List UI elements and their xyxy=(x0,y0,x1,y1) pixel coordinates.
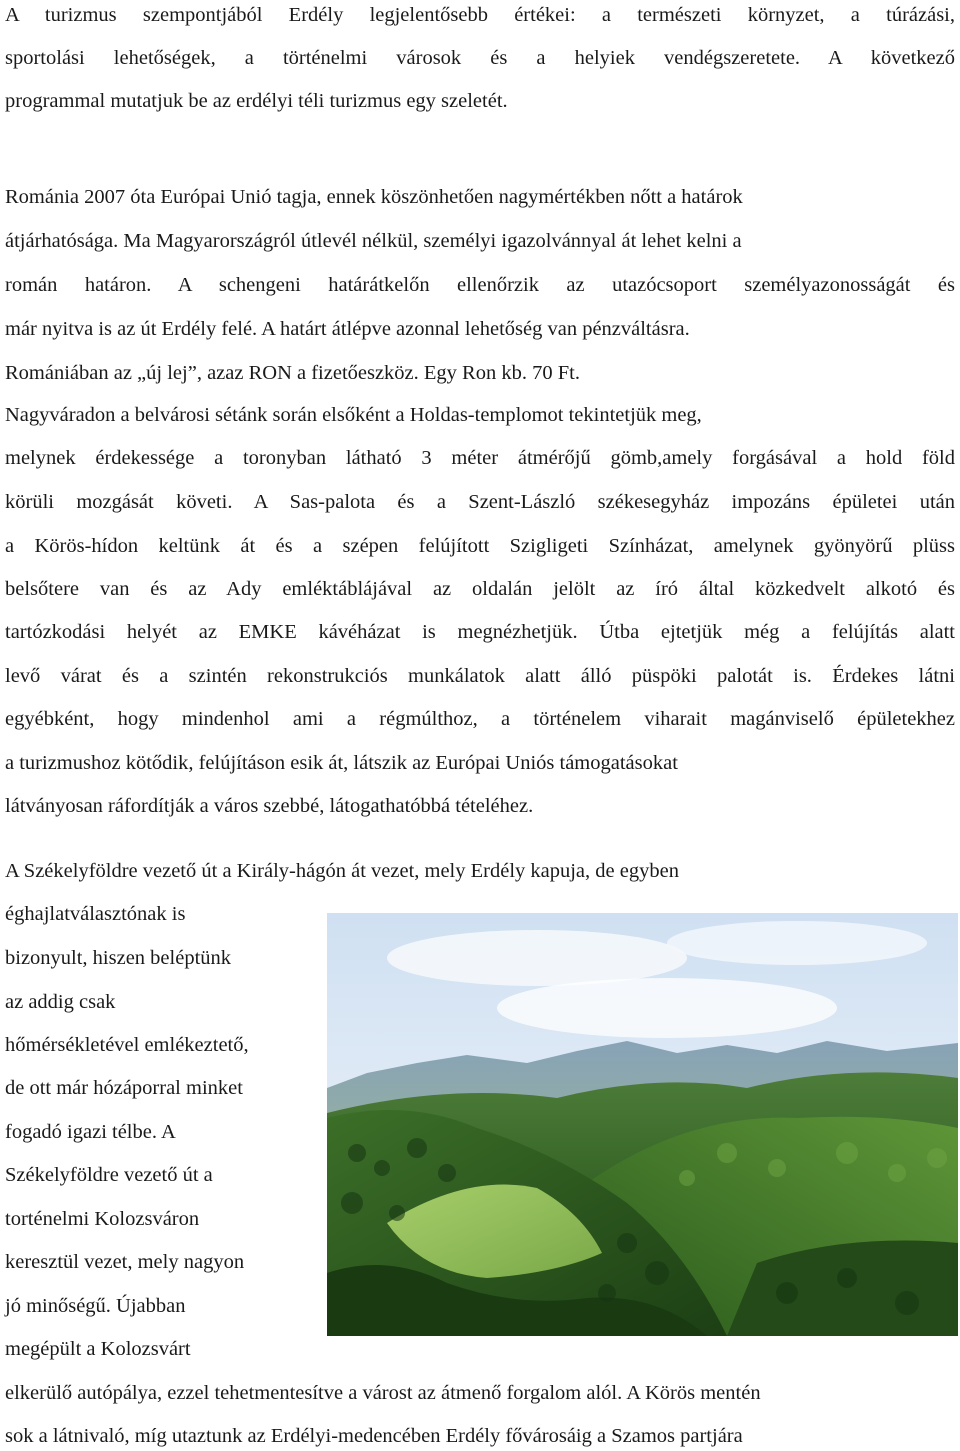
text-line: megépült a Kolozsvárt xyxy=(5,1338,191,1360)
cloud xyxy=(497,978,837,1038)
text-line: Székelyföldre vezető út a xyxy=(5,1164,213,1186)
text-line: fogadó igazi télbe. A xyxy=(5,1121,176,1143)
text-line: a turizmushoz kötődik, felújításon esik át, látszik az Európai Uniós támogatásokat xyxy=(5,752,678,774)
text-line: levő várat és a szintén rekonstrukciós munkálatok alatt álló püspöki palotát is. Érdekes látni xyxy=(5,665,955,687)
text-line: látványosan ráfordítják a város szebbé, látogathatóbbá tételéhez. xyxy=(5,795,534,817)
text-line: hőmérsékletével emlékeztető, xyxy=(5,1034,249,1056)
text-line: már nyitva is az út Erdély felé. A határt átlépve azonnal lehetőség van pénzváltásra. xyxy=(5,318,690,340)
text-line: körüli mozgását követi. A Sas-palota és a Szent-László székesegyház impozáns épületei után xyxy=(5,491,955,513)
landscape-photo xyxy=(327,913,958,1336)
text-line: Románia 2007 óta Európai Unió tagja, ennek köszönhetően nagymértékben nőtt a határok xyxy=(5,186,743,208)
text-line: de ott már hózáporral minket xyxy=(5,1077,243,1099)
text-line: torténelmi Kolozsváron xyxy=(5,1208,200,1230)
text-line: bizonyult, hiszen beléptünk xyxy=(5,947,232,969)
text-line: sportolási lehetőségek, a történelmi városok és a helyiek vendégszeretete. A következő xyxy=(5,47,955,69)
text-line: a Körös-hídon keltünk át és a szépen felújított Szigligeti Színházat, amelynek gyönyörű plüss xyxy=(5,535,955,557)
cloud xyxy=(667,921,927,965)
text-line: belsőtere van és az Ady emléktáblájával az oldalán jelölt az író által közkedvelt alkotó és xyxy=(5,578,955,600)
text-line: elkerülő autópálya, ezzel tehetmentesítve a várost az átmenő forgalom alól. A Körös mentén xyxy=(5,1382,761,1404)
text-line: A turizmus szempontjából Erdély legjelentősebb értékei: a természeti környzet, a túrázási, xyxy=(5,4,955,26)
text-line: az addig csak xyxy=(5,991,116,1013)
text-line: Nagyváradon a belvárosi sétánk során elsőként a Holdas-templomot tekintetjük meg, xyxy=(5,404,702,426)
text-line: Romániában az „új lej”, azaz RON a fizetőeszköz. Egy Ron kb. 70 Ft. xyxy=(5,362,580,384)
text-line: A Székelyföldre vezető út a Király-hágón át vezet, mely Erdély kapuja, de egyben xyxy=(5,860,679,882)
text-line: jó minőségű. Újabban xyxy=(5,1295,186,1317)
text-line: programmal mutatjuk be az erdélyi téli turizmus egy szeletét. xyxy=(5,90,508,112)
text-line: éghajlatválasztónak is xyxy=(5,903,186,925)
text-line: egyébként, hogy mindenhol ami a régmúlthoz, a történelem viharait magánviselő épületekhez xyxy=(5,708,955,730)
cloud xyxy=(387,930,687,986)
text-line: tartózkodási helyét az EMKE kávéházat is megnézhetjük. Útba ejtetjük még a felújítás alatt xyxy=(5,621,955,643)
text-line: keresztül vezet, mely nagyon xyxy=(5,1251,245,1273)
text-line: sok a látnivaló, míg utaztunk az Erdélyi-medencében Erdély fővárosáig a Szamos partjára xyxy=(5,1425,743,1447)
text-line: melynek érdekessége a toronyban látható 3 méter átmérőjű gömb,amely forgásával a hold föld xyxy=(5,447,955,469)
text-line: átjárhatósága. Ma Magyarországról útlevél nélkül, személyi igazolvánnyal át lehet kelni a xyxy=(5,230,742,252)
text-line: román határon. A schengeni határátkelőn ellenőrzik az utazócsoport személyazonosságát és xyxy=(5,274,955,296)
